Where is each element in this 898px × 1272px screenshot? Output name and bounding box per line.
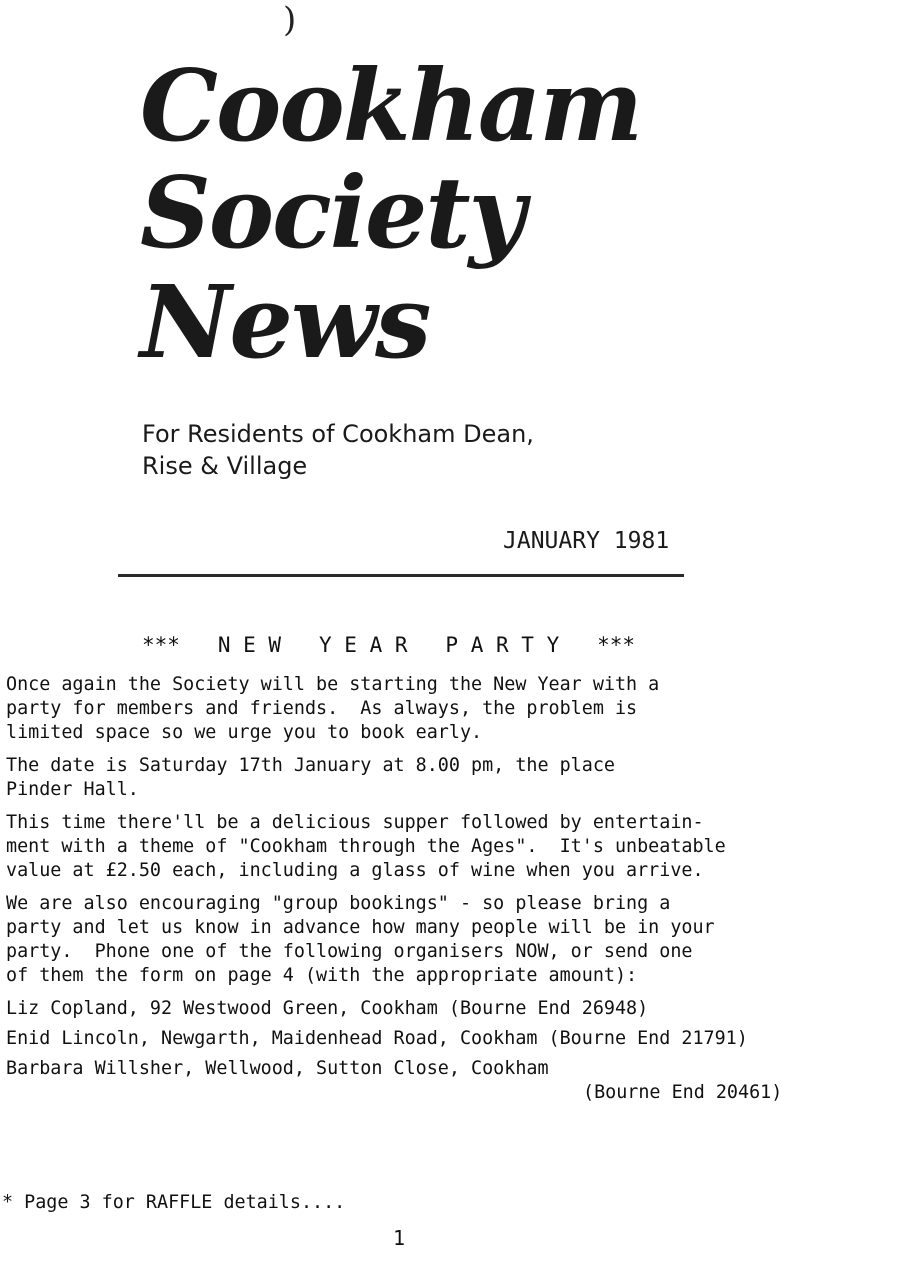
contact-liz-copland: Liz Copland, 92 Westwood Green, Cookham (Bourne End 26948) bbox=[6, 998, 649, 1019]
page-number: 1 bbox=[393, 1226, 406, 1250]
contact-barbara-willsher: Barbara Willsher, Wellwood, Sutton Close, Cookham bbox=[6, 1058, 549, 1079]
masthead-line-society: Society bbox=[140, 156, 524, 271]
paragraph-4: We are also encouraging "group bookings" - so please bring a party and let us know in advance how many people will be in your party. Phone one of the following organisers NOW, or send one of them the form on page 4 (with the appropriate amount): bbox=[6, 893, 715, 986]
subtitle-line-2: Rise & Village bbox=[142, 452, 308, 480]
raffle-note: * Page 3 for RAFFLE details.... bbox=[2, 1192, 346, 1213]
masthead-line-cookham: Cookham bbox=[140, 49, 642, 164]
paragraph-1: Once again the Society will be starting the New Year with a party for members and friends. As always, the problem is limited space so we urge you to book early. bbox=[6, 674, 660, 743]
issue-date: JANUARY 1981 bbox=[503, 528, 670, 554]
masthead-line-news: News bbox=[140, 263, 430, 381]
article-body bbox=[6, 673, 894, 1105]
paragraph-3: This time there'll be a delicious supper followed by entertain- ment with a theme of "Cookham through the Ages". It's unbeatable value at £2.50 each, including a glass of wine when you arrive. bbox=[6, 812, 726, 881]
subtitle bbox=[142, 418, 534, 482]
contact-barbara-phone: (Bourne End 20461) bbox=[583, 1082, 783, 1103]
paragraph-2: The date is Saturday 17th January at 8.00 pm, the place Pinder Hall. bbox=[6, 755, 615, 800]
subtitle-line-1: For Residents of Cookham Dean, bbox=[142, 420, 534, 448]
contact-enid-lincoln: Enid Lincoln, Newgarth, Maidenhead Road, Cookham (Bourne End 21791) bbox=[6, 1028, 748, 1049]
divider-rule bbox=[118, 574, 684, 577]
top-mark: ) bbox=[283, 0, 297, 40]
article-headline: *** N E W Y E A R P A R T Y *** bbox=[142, 633, 636, 657]
